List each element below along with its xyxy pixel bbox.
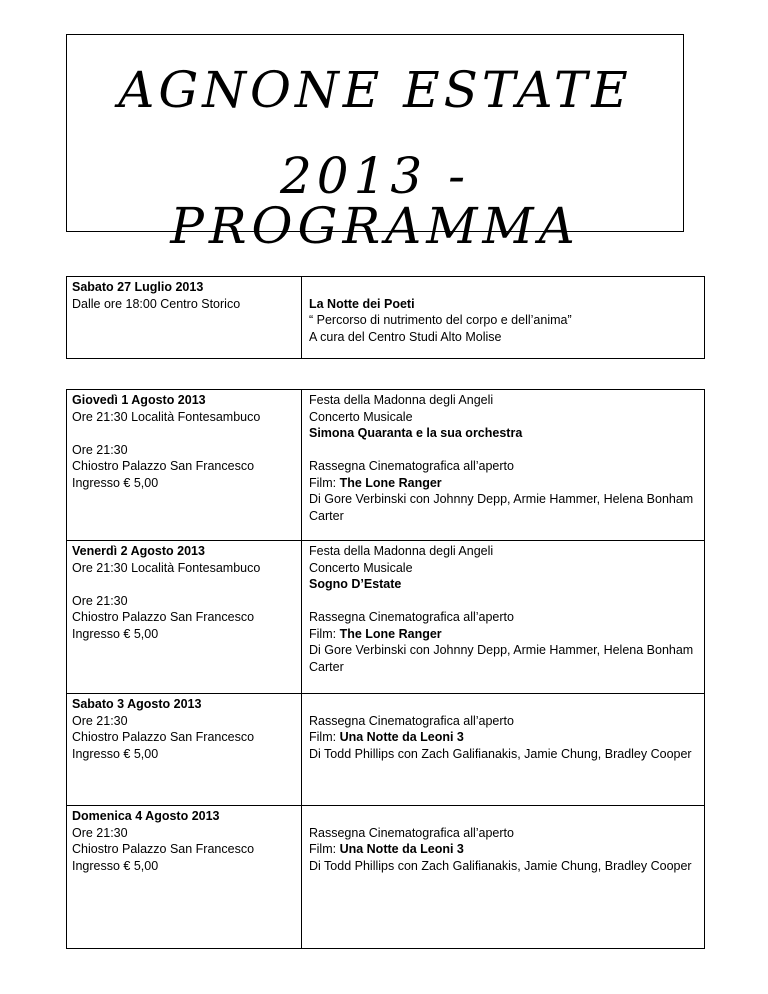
title-box: [66, 34, 684, 255]
event-time: Ore 21:30: [72, 825, 128, 840]
event-line: Concerto Musicale: [309, 560, 413, 575]
event-curator: A cura del Centro Studi Alto Molise: [309, 329, 502, 344]
event-row: [67, 541, 705, 694]
event-credits: Di Gore Verbinski con Johnny Depp, Armie Hammer, Helena Bonham Carter: [309, 492, 694, 523]
event-date: Domenica 4 Agosto 2013: [72, 809, 220, 823]
event-line: Rassegna Cinematografica all’aperto: [309, 459, 514, 473]
event-line: Rassegna Cinematografica all’aperto: [309, 825, 514, 840]
event-what-cell: [302, 694, 705, 806]
event-time: Ore 21:30: [72, 713, 128, 728]
event-what-cell: [302, 541, 705, 694]
event-credits: Di Todd Phillips con Zach Galifianakis, Jamie Chung, Bradley Cooper: [309, 746, 692, 761]
film-label: Film:: [309, 842, 340, 856]
event-line: Concerto Musicale: [309, 409, 413, 424]
title-line-1: AGNONE ESTATE: [118, 61, 632, 119]
event-date: Sabato 27 Luglio 2013: [72, 280, 204, 294]
film-label: Film:: [309, 475, 340, 490]
event-place: Chiostro Palazzo San Francesco: [72, 842, 255, 856]
event-row: [67, 277, 705, 359]
event-ticket: Ingresso € 5,00: [72, 858, 159, 873]
film-label: Film:: [309, 626, 340, 641]
event-performer: Sogno D’Estate: [309, 577, 402, 591]
event-credits: Di Gore Verbinski con Johnny Depp, Armie Hammer, Helena Bonham Carter: [309, 643, 694, 674]
event-date: Venerdì 2 Agosto 2013: [72, 544, 205, 558]
event-line: Rassegna Cinematografica all’aperto: [309, 713, 514, 728]
title-line-2: 2013 - PROGRAMMA: [170, 147, 580, 255]
event-table-27-july: [66, 276, 705, 359]
event-what-cell: [302, 277, 705, 359]
event-credits: Di Todd Phillips con Zach Galifianakis, Jamie Chung, Bradley Cooper: [309, 858, 692, 873]
event-what-cell: [302, 390, 705, 541]
event-time-place: Ore 21:30 Località Fontesambuco: [72, 409, 261, 424]
film-label: Film:: [309, 730, 340, 744]
event-place: Chiostro Palazzo San Francesco: [72, 459, 255, 473]
event-time: Ore 21:30: [72, 442, 128, 457]
event-when-cell: [67, 277, 302, 359]
event-subtitle: “ Percorso di nutrimento del corpo e dell’anima”: [309, 313, 572, 327]
event-ticket: Ingresso € 5,00: [72, 475, 159, 490]
event-when-cell: [67, 694, 302, 806]
event-row: [67, 806, 705, 949]
event-line: Festa della Madonna degli Angeli: [309, 544, 494, 558]
event-film-line: [309, 475, 696, 492]
film-title: Una Notte da Leoni 3: [339, 730, 464, 744]
film-title: The Lone Ranger: [339, 626, 442, 641]
event-film-line: [309, 841, 696, 858]
event-ticket: Ingresso € 5,00: [72, 626, 159, 641]
event-row: [67, 694, 705, 806]
event-line: Rassegna Cinematografica all’aperto: [309, 610, 514, 624]
event-title: La Notte dei Poeti: [309, 296, 415, 311]
event-row: [67, 390, 705, 541]
event-performer: Simona Quaranta e la sua orchestra: [309, 426, 523, 440]
event-what-cell: [302, 806, 705, 949]
event-ticket: Ingresso € 5,00: [72, 746, 159, 761]
event-film-line: [309, 729, 696, 746]
event-when-cell: [67, 541, 302, 694]
event-time-place: Ore 21:30 Località Fontesambuco: [72, 560, 261, 575]
event-time: Ore 21:30: [72, 593, 128, 608]
film-title: The Lone Ranger: [339, 475, 442, 490]
film-title: Una Notte da Leoni 3: [339, 842, 464, 856]
event-film-line: [309, 626, 696, 643]
event-table-august: [66, 389, 705, 949]
event-date: Giovedì 1 Agosto 2013: [72, 393, 206, 407]
event-place: Chiostro Palazzo San Francesco: [72, 730, 255, 744]
event-when-cell: [67, 390, 302, 541]
event-line: Festa della Madonna degli Angeli: [309, 393, 494, 407]
event-time-place: Dalle ore 18:00 Centro Storico: [72, 296, 241, 311]
event-when-cell: [67, 806, 302, 949]
event-place: Chiostro Palazzo San Francesco: [72, 610, 255, 624]
event-date: Sabato 3 Agosto 2013: [72, 697, 202, 711]
